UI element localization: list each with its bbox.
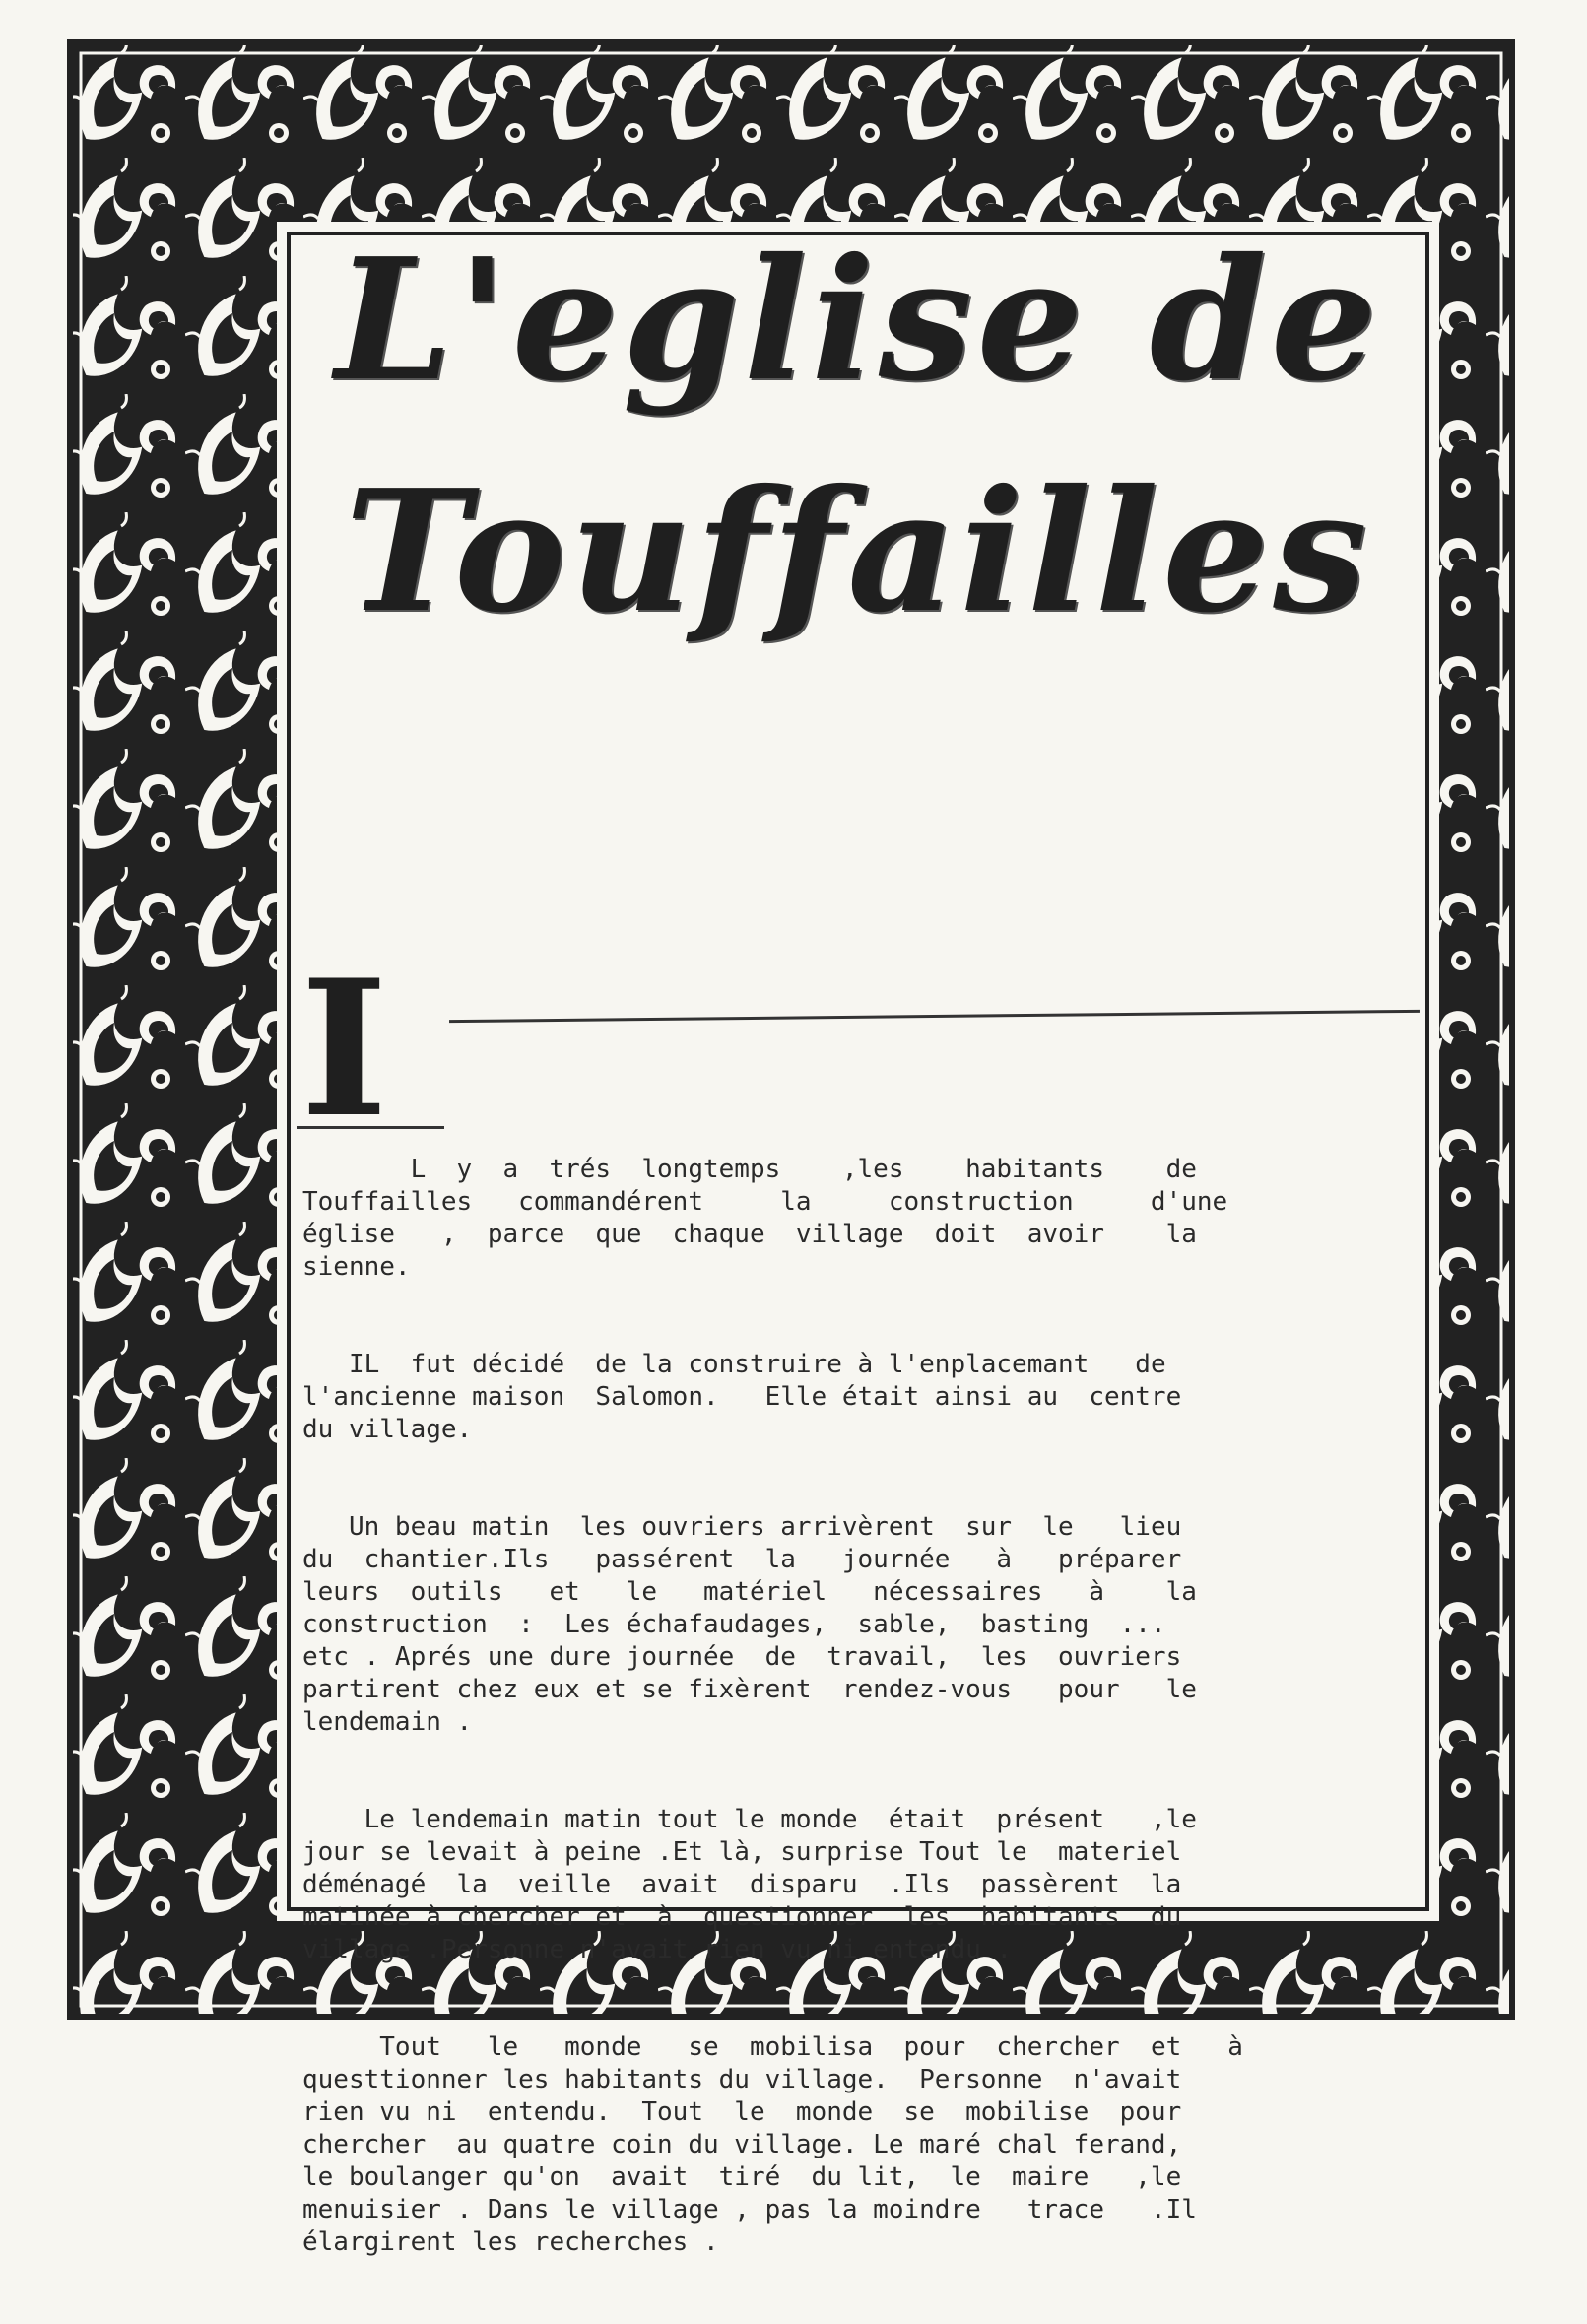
paragraph: Un beau matin les ouvriers arrivèrent sur le lieu du chantier.Ils passérent la journée à préparer leurs outils et le matériel nécessaires à la construction : Les échafaudages, sable, basting ... etc . Aprés une dure journée de travail, les ouvriers partirent chez eux et se fixèrent rendez-vous pour le lendemain .	[302, 1512, 1197, 1737]
drop-cap: I	[300, 939, 388, 1159]
page-title-line-1: L'eglise de	[335, 222, 1381, 419]
paragraph: L y a trés longtemps ,les habitants de Touffailles commandérent la construction d'une église , parce que chaque village doit avoir la sienne.	[302, 1155, 1228, 1282]
paragraph: Tout le monde se mobilisa pour chercher et à questtionner les habitants du village. Personne n'avait rien vu ni entendu. Tout le monde se mobilise pour chercher au quatre coin du village. Le maré chal ferand, le boulanger qu'on avait tiré du lit, le maire ,le menuisier . Dans le village , pas la moindre trace .Il élargirent les recherches .	[302, 2032, 1243, 2257]
paragraph: Le lendemain matin tout le monde était présent ,le jour se levait à peine .Et là, surprise Tout le materiel déménagé la veille avait disparu .Ils passèrent la matinée à chercher et à questionner les habitants du village .Personne n'avait rien vu ni entendu .	[302, 1805, 1197, 1964]
body-text	[302, 1089, 1425, 2324]
ornamental-border	[67, 39, 1515, 2257]
paragraph: IL fut décidé de la construire à l'enplacemant de l'ancienne maison Salomon. Elle était ainsi au centre du village.	[302, 1350, 1182, 1444]
page-title-line-2: Touffailles	[344, 453, 1371, 650]
text-panel	[277, 222, 1439, 2257]
